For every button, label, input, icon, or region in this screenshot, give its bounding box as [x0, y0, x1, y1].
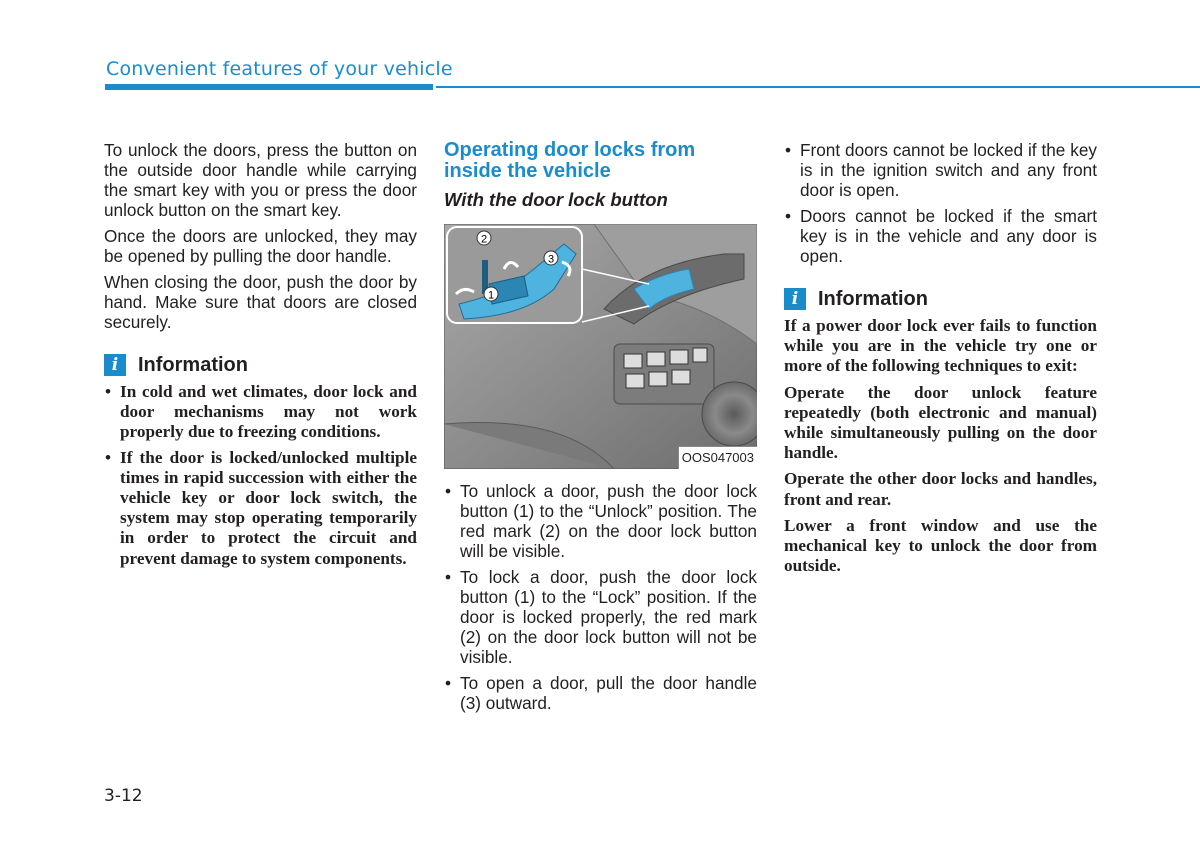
information-title: Information	[138, 354, 248, 376]
list-item: • Front doors cannot be locked if the key is in the ignition switch and any front door is open.	[784, 140, 1097, 200]
instruction-list	[444, 481, 757, 713]
paragraph: To unlock the doors, press the button on the outside door handle while carrying the smart key with you or press the door unlock button on the smart key.	[104, 140, 417, 220]
list-item: • If the door is locked/unlocked multiple times in rapid succession with either the vehicle key or door lock switch, the system may stop operating temporarily in order to protect the circuit and prevent damage to system components.	[104, 448, 417, 569]
callout-marker	[477, 231, 491, 246]
svg-text:2: 2	[480, 233, 488, 246]
list-item: • To open a door, pull the door handle (3) outward.	[444, 673, 757, 713]
information-title: Information	[818, 288, 928, 310]
svg-text:1: 1	[487, 289, 495, 302]
note-list	[784, 140, 1097, 266]
header-rule-thick	[105, 84, 433, 90]
information-paragraph: Lower a front window and use the mechanical key to unlock the door from outside.	[784, 515, 1097, 576]
section-title: Operating door locks from inside the vehicle	[444, 139, 696, 182]
list-item: • To lock a door, push the door lock button (1) to the “Lock” position. If the door is locked properly, the red mark (2) on the door lock button will not be visible.	[444, 567, 757, 667]
information-heading	[104, 354, 417, 376]
information-paragraph: If a power door lock ever fails to function while you are in the vehicle try one or more of the following techniques to exit:	[784, 316, 1097, 376]
column-middle	[444, 140, 757, 719]
column-left	[104, 140, 417, 574]
information-paragraph: Operate the door unlock feature repeatedly (both electronic and manual) while simultaneously pulling on the door handle.	[784, 382, 1097, 463]
callout-marker	[484, 287, 498, 302]
paragraph: When closing the door, push the door by hand. Make sure that doors are closed securely.	[104, 272, 417, 332]
information-icon: i	[104, 354, 126, 376]
svg-text:3: 3	[547, 253, 555, 266]
chapter-title: Convenient features of your vehicle	[106, 58, 453, 80]
list-item: • Doors cannot be locked if the smart key is in the vehicle and any door is open.	[784, 206, 1097, 266]
list-item: • To unlock a door, push the door lock button (1) to the “Unlock” position. The red mark (2) on the door lock button will be visible.	[444, 481, 757, 561]
header-rule-thin	[436, 86, 1200, 88]
figure-code: OOS047003	[678, 446, 757, 469]
zoom-inset	[447, 227, 582, 323]
door-panel-illustration	[444, 224, 757, 469]
paragraph: Once the doors are unlocked, they may be opened by pulling the door handle.	[104, 226, 417, 266]
callout-marker	[544, 251, 558, 266]
subheading: With the door lock button	[444, 189, 668, 210]
page-number: 3-12	[104, 786, 143, 806]
information-list	[104, 382, 417, 569]
information-paragraph: Operate the other door locks and handles, front and rear.	[784, 469, 1097, 509]
information-icon: i	[784, 288, 806, 310]
information-heading	[784, 288, 1097, 310]
door-lock-figure	[444, 224, 757, 469]
window-switch-panel	[614, 344, 714, 404]
column-right	[784, 140, 1097, 582]
list-item: • In cold and wet climates, door lock and door mechanisms may not work properly due to freezing conditions.	[104, 382, 417, 443]
